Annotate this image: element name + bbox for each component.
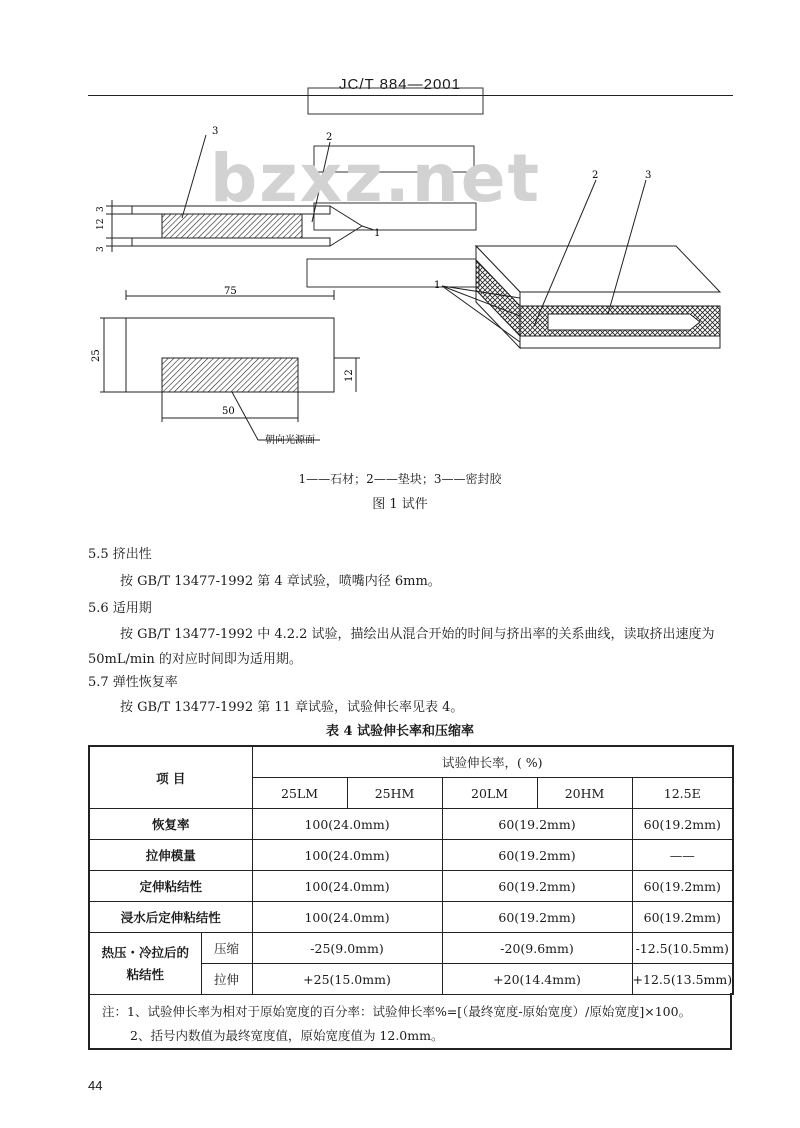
standard-header: JC/T 884—2001 bbox=[339, 76, 461, 93]
hot-group-label-line2: 粘结性 bbox=[126, 966, 164, 982]
table-cell: +25(15.0mm) bbox=[252, 964, 442, 995]
table-cell: 60(19.2mm) bbox=[442, 902, 632, 933]
table-cell: 60(19.2mm) bbox=[442, 871, 632, 902]
note-2: 2、括号内数值为最终宽度值，原始宽度值为 12.0mm。 bbox=[130, 1028, 444, 1043]
table-cell: -25(9.0mm) bbox=[252, 933, 442, 964]
callout-label: 2 bbox=[592, 170, 599, 181]
page-number: 44 bbox=[88, 1078, 103, 1093]
callout-label: 3 bbox=[212, 126, 219, 137]
table-notes bbox=[88, 993, 732, 1050]
specimen-figure bbox=[0, 0, 800, 520]
table-cell: -20(9.6mm) bbox=[442, 933, 632, 964]
table-cell: 100(24.0mm) bbox=[252, 871, 442, 902]
callout-label: 1 bbox=[434, 280, 441, 291]
hot-group-label bbox=[89, 933, 201, 995]
table-cell: +20(14.4mm) bbox=[442, 964, 632, 995]
table-cell: —— bbox=[632, 840, 733, 871]
table-cell: 60(19.2mm) bbox=[442, 840, 632, 871]
dim-label: 3 bbox=[96, 206, 106, 212]
table-cell: 60(19.2mm) bbox=[632, 871, 733, 902]
blank-box bbox=[307, 259, 479, 287]
section-text: 按 GB/T 13477-1992 中 4.2.2 试验，描绘出从混合开始的时间与挤出率的关系曲线，读取挤出速度为 bbox=[120, 627, 715, 642]
row-label: 浸水后定伸粘结性 bbox=[89, 902, 252, 933]
group-header: 试验伸长率，( %) bbox=[252, 746, 733, 778]
row-label: 恢复率 bbox=[89, 809, 252, 840]
blank-box bbox=[308, 88, 483, 114]
section-heading: 5.7 弹性恢复率 bbox=[88, 675, 178, 690]
row-label: 拉伸模量 bbox=[89, 840, 252, 871]
watermark: bzxz.net bbox=[210, 140, 542, 217]
callout-label: 3 bbox=[645, 170, 652, 181]
dim-label: 3 bbox=[96, 246, 106, 252]
table-caption: 表 4 试验伸长率和压缩率 bbox=[325, 724, 475, 739]
table-cell: +12.5(13.5mm) bbox=[632, 964, 733, 995]
figure-caption: 图 1 试件 bbox=[372, 497, 428, 512]
section-text: 按 GB/T 13477-1992 第 4 章试验，喷嘴内径 6mm。 bbox=[120, 574, 441, 589]
table-cell: 60(19.2mm) bbox=[632, 809, 733, 840]
table-cell: 60(19.2mm) bbox=[632, 902, 733, 933]
row-label: 定伸粘结性 bbox=[89, 871, 252, 902]
light-face-label: 朝向光源面 bbox=[265, 435, 315, 446]
dim-label: 50 bbox=[222, 406, 235, 417]
section-text: 按 GB/T 13477-1992 第 11 章试验，试验伸长率见表 4。 bbox=[120, 700, 464, 715]
item-header: 项 目 bbox=[89, 746, 252, 809]
callout-label: 2 bbox=[326, 132, 333, 143]
row-label: 压缩 bbox=[201, 933, 252, 964]
table-cell: 100(24.0mm) bbox=[252, 840, 442, 871]
section-heading: 5.6 适用期 bbox=[88, 601, 152, 616]
section-text: 50mL/min 的对应时间即为适用期。 bbox=[88, 652, 302, 667]
dim-label: 12 bbox=[344, 369, 355, 382]
table-cell: 100(24.0mm) bbox=[252, 902, 442, 933]
callout-label: 1 bbox=[374, 228, 381, 239]
column-header: 25LM bbox=[252, 778, 347, 809]
hot-group-label-line1: 热压・冷拉后的 bbox=[101, 944, 189, 960]
top-view bbox=[100, 290, 360, 440]
table-cell: 60(19.2mm) bbox=[442, 809, 632, 840]
section-heading: 5.5 挤出性 bbox=[88, 547, 152, 562]
elongation-table bbox=[88, 745, 734, 995]
column-header: 12.5E bbox=[632, 778, 733, 809]
column-header: 20LM bbox=[442, 778, 537, 809]
table-cell: -12.5(10.5mm) bbox=[632, 933, 733, 964]
note-1: 注：1、试验伸长率为相对于原始宽度的百分率：试验伸长率%=[（最终宽度-原始宽度）/原始宽度]×100。 bbox=[102, 1004, 692, 1019]
row-label: 拉伸 bbox=[201, 964, 252, 995]
column-header: 25HM bbox=[347, 778, 442, 809]
table-cell: 100(24.0mm) bbox=[252, 809, 442, 840]
dim-label: 12 bbox=[96, 218, 106, 230]
figure-legend: 1——石材；2——垫块；3——密封胶 bbox=[298, 472, 502, 486]
dim-label: 75 bbox=[224, 286, 237, 297]
column-header: 20HM bbox=[537, 778, 632, 809]
dim-label: 25 bbox=[91, 349, 102, 362]
